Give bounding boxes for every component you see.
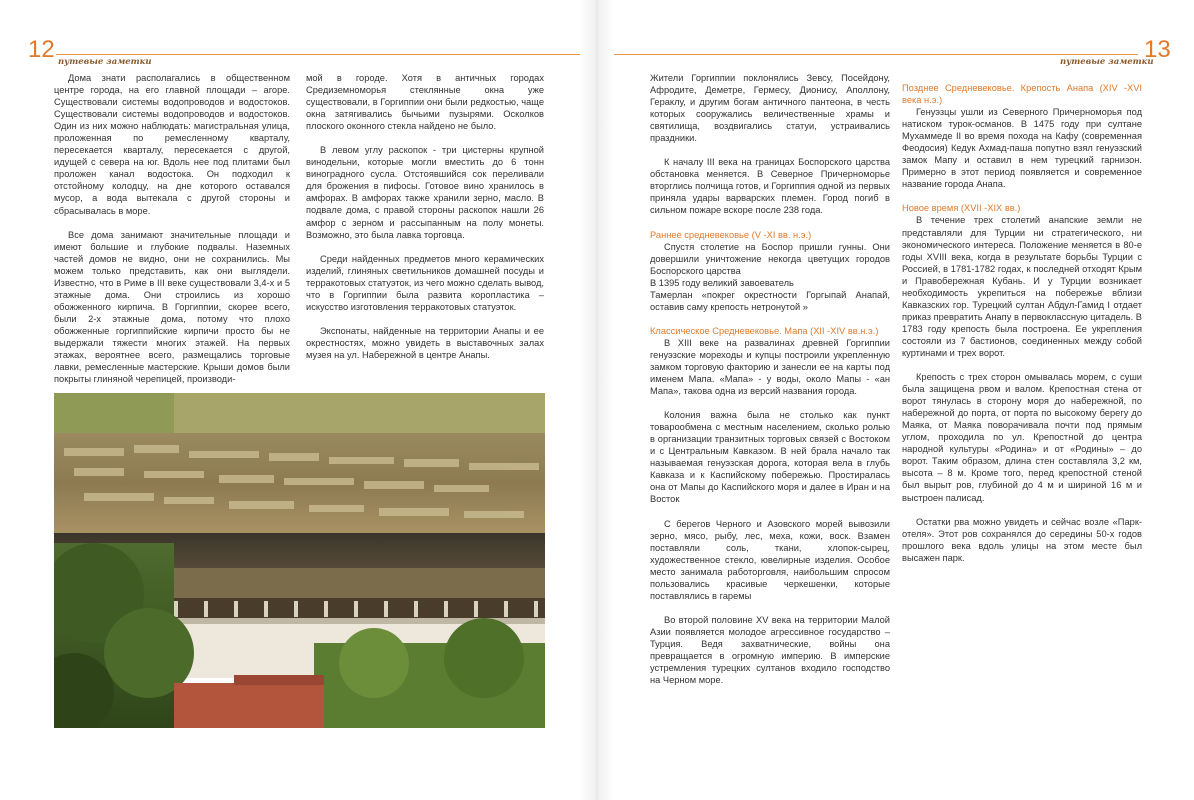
left-column-1: [54, 72, 290, 390]
section-heading: Новое время (XVII -XIX вв.): [902, 203, 1021, 214]
paragraph: В течение трех столетий анапские земли не представляли для Турции ни стратегического, ни экономического интереса. Положение меняется в 80-е годы XVIII века, когда в результате борьбы Турции с Россией, в 1781-1782 годах, к последней отходят Крым и Правобережная Кубань. И у Турции возникает необходимость укрепиться на побережье вблизи Кавказских гор. Турецкий султан Абдул-Гамид I отдает приказ превратить Анапу в первоклассную цитадель. В 1783 году крепость была построена. Ее укрепления состояли из 7 бастионов, соединенных между собой куртинами и трех ворот.: [902, 215, 1142, 358]
spread-gutter: [580, 0, 614, 800]
excavation-site-photo: [54, 393, 545, 728]
left-page: [0, 0, 580, 800]
paragraph: Во второй половине XV века на территории Малой Азии появляется молодое агрессивное государство – Турция. Ведя захватнические, войны она превращается в огромную империю. В имперские устремления турецких султанов входило господство на Черном море.: [650, 614, 890, 686]
left-column-2: [306, 72, 544, 390]
section-heading: Классическое Средневековье. Мапа (XII -XIV вв.н.э.): [650, 325, 879, 336]
paragraph: Жители Горгиппии поклонялись Зевсу, Посейдону, Афродите, Деметре, Гермесу, Дионису, Аполлону, Гераклу, и другим богам античного пантеона, в честь которых сооружались величественные храмы и святилища, воздвигались статуи, устраивались праздники.: [650, 73, 890, 144]
right-section-title: путевые заметки: [1060, 57, 1154, 67]
left-page-number: 12: [28, 36, 55, 63]
paragraph: С берегов Черного и Азовского морей вывозили зерно, мясо, рыбу, лес, меха, кожи, воск. Взамен поставляли соль, ткани, хлопок-сырец, художественное стекло, ювелирные изделия. Особое место занимала работорговля, наибольшим спросом пользовались красивые черкешенки, которые поставлялись в гаремы: [650, 518, 890, 601]
paragraph: В 1395 году великий завоеватель: [650, 277, 794, 288]
paragraph: Тамерлан «покрег окрестности Горгыпай Анапай, оставив саму крепость нетронутой »: [650, 289, 890, 312]
paragraph: Спустя столетие на Боспор пришли гунны. Они довершили уничтожение некогда цветущих городов Боспорского царства: [650, 241, 890, 276]
paragraph: В XIII веке на развалинах древней Горгиппии генуэзские мореходы и купцы построили укрепленную замком торговую факторию и занесли ее на карты под именем Мапа. «Мапа» - у воды, около Мапы - «ан Мапа», такова одна из версий названия города.: [650, 337, 890, 397]
paragraph: мой в городе. Хотя в античных городах Средиземноморья стеклянные окна уже существовали, в Горгиппии они были редкостью, чаще окна затягивались бычьими пузырями. Осколков плоского оконного стекла найдено не было.: [306, 73, 544, 132]
left-header-rule: [56, 54, 580, 55]
paragraph: Все дома занимают значительные площади и имеют большие и глубокие подвалы. Наземных частей домов не видно, они не сохранились. Мы можем только представить, как они выглядели. Известно, что в Риме в III веке существовали 3,4-х и 5 этажные дома. Они строились из хорошо обожженного кирпича. В Горгиппии, скорее всего, были 2-х этажные дома, потому что плохо обожженные горгиппийские кирпичи просто бы не выдержали тяжести многих этажей. На первых этажах, вероятнее всего, размещались торговые лавки, ремесленные мастерские. Крыши домов были покрыты глиняной черепицей, производи-: [54, 229, 290, 385]
paragraph: Среди найденных предметов много керамических изделий, глиняных светильников домашней посуды и терракотовых статуэток, из чего можно сделать вывод, что в Горгиппии была развита коропластика – искусство изготовления терракотовых статуэток.: [306, 253, 544, 312]
section-heading: Раннее средневековье (V -XI вв. н.э.): [650, 229, 812, 240]
paragraph: К началу III века на границах Боспорского царства обстановка меняется. В Северное Причерноморье вторглись полчища готов, и Горгиппия одной из первых приняла удары варварских племен. Город погиб в сильном пожаре вскоре после 238 года.: [650, 157, 890, 216]
paragraph: Колония важна была не столько как пункт товарообмена с местным населением, сколько ролью в организации транзитных торговых связей с Востоком и с Центральным Кавказом. В ней брала начало так называемая генуэзская дорога, которая вела в глубь Кавказа и к Каспийскому побережью. Простиралась она от Мапы до Каспийского моря и далее в Иран и на Восток: [650, 410, 890, 505]
left-section-title: путевые заметки: [58, 57, 152, 67]
paragraph: В левом углу раскопок - три цистерны крупной винодельни, которые могли вместить до 6 тонн виноградного сусла. Отстоявшийся сок переливали для брожения в пифосы. Готовое вино хранилось в амфорах. В амфорах также хранили зерно, масло. В подвале дома, с правой стороны раскопок нашли 26 амфор с зерном и рассыпанным на полу монеты. Возможно, это была лавка торговца.: [306, 145, 544, 240]
paragraph: Дома знати располагались в общественном центре города, на его главной площади – агоре. Существовали системы водопроводов и водостоков. Существовали системы водопроводов и водостоков. Один из них можно наблюдать: магистральная улица, проложенная по ремесленному кварталу, пересекается кварталу, пересекается с другой, идущей с севера на юг. Вдоль нее под плитами был проложен канал водостока. Он подходил к отстойному колодцу, на дне которого оставался мусор, а вода вытекала с другой стороны и сбрасывалась в море.: [54, 73, 290, 216]
right-page: [614, 0, 1194, 800]
section-heading: Позднее Средневековье. Крепость Анапа (XIV -XVI века н.э.): [902, 83, 1142, 106]
right-header-rule: [614, 54, 1138, 55]
right-page-number: 13: [1144, 36, 1171, 63]
right-column-1: [650, 72, 890, 732]
paragraph: Генуэзцы ушли из Северного Причерноморья под натиском турок-османов. В 1475 году при султане Мухаммеде II во время похода на Кафу (современная Феодосия) Кедук Ахмад-паша попутно взял генуэзский замок Мапу и оставил в нем турецкий гарнизон. Примерно в этот период появляется и современное название города Анапа.: [902, 107, 1142, 190]
paragraph: Остатки рва можно увидеть и сейчас возле «Парк-отеля». Этот ров сохранялся до середины 50-х годов прошлого века вдоль улицы на этом месте был высажен парк.: [902, 516, 1142, 563]
right-column-2: [902, 82, 1142, 642]
paragraph: Экспонаты, найденные на территории Анапы и ее окрестностях, можно увидеть в выставочных залах музея на ул. Набережной в центре Анапы.: [306, 325, 544, 360]
paragraph: Крепость с трех сторон омывалась морем, с суши была защищена рвом и валом. Крепостная стена от ворот тянулась в сторону моря до набережной, по набережной до порта, от порта по высокому берегу до Маяка, от Маяка поворачивала почти под прямым углом, проходила по ул. Крепостной до центра народной культуры «Родина» и от «Родины» – до ворот. Таким образом, длина стен составляла 3,2 км, высота – 8 м. Кроме того, перед крепостной стеной был вырыт ров, глубиной до 4 м и шириной 16 м и выстроен палисад.: [902, 372, 1142, 503]
